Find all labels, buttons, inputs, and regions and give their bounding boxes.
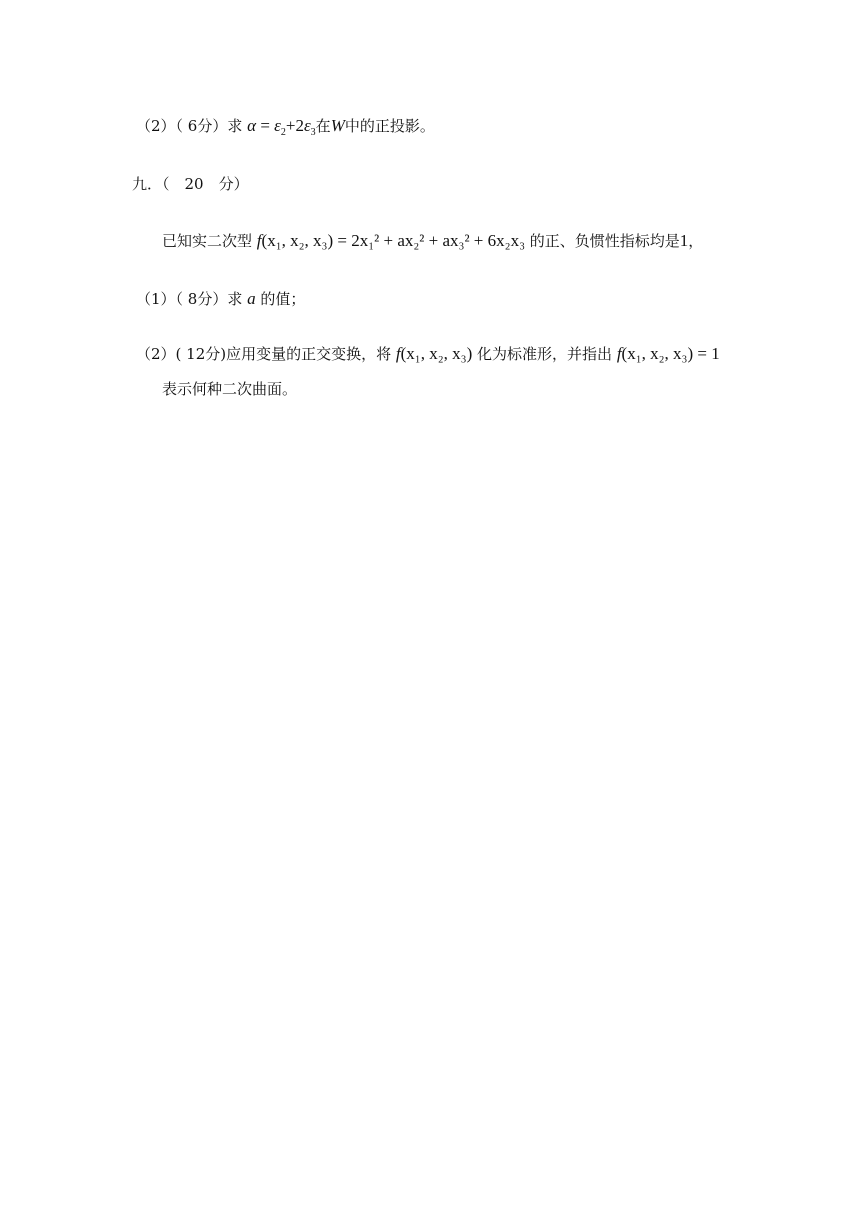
q9-part1-line [136, 289, 305, 309]
comma: ， [688, 232, 704, 250]
subscript-2: 2 [280, 127, 286, 138]
q9-intro-condition: 的正、负惯性指标均是 [529, 232, 680, 250]
q9-part2-label: （2）( 12分)应用变量的正交变换，将 [136, 345, 392, 363]
epsilon-symbol: ε [274, 116, 281, 135]
quadratic-form-formula [257, 231, 525, 250]
quadratic-form-expression: (x₁, x₂, x₃) = 2x₁² + ax₂² + ax₃² + 6x₂x₃ [261, 231, 525, 250]
function-args: (x₁, x₂, x₃) [400, 344, 473, 363]
q9-intro-line [162, 231, 703, 251]
function-f: f [395, 344, 401, 363]
equals-sign: = [256, 116, 275, 135]
q9-part2-text: 化为标准形，并指出 [477, 345, 613, 363]
q8-part2-line [136, 116, 435, 136]
q9-part1-label: （1）（ 8分）求 [136, 290, 243, 308]
quadratic-form-ref [396, 344, 472, 363]
q9-part2-line [136, 344, 720, 364]
alpha-symbol: α [247, 116, 257, 135]
q8-part2-formula [247, 116, 316, 138]
function-f: f [616, 344, 622, 363]
surface-equation [617, 344, 720, 363]
q8-part2-tail: 中的正投影。 [344, 117, 435, 135]
subscript-3: 3 [310, 127, 316, 138]
plus-two: +2 [285, 116, 304, 135]
q9-intro-text: 已知实二次型 [162, 232, 253, 250]
epsilon-symbol: ε [303, 116, 311, 135]
inertia-index-value: 1 [679, 231, 689, 250]
function-f: f [256, 231, 262, 250]
subspace-w: W [330, 116, 345, 135]
q8-part2-text: 在 [315, 117, 331, 135]
q8-part2-label: （2）（ 6分）求 [136, 117, 243, 135]
variable-a: a [247, 289, 256, 308]
surface-equation-expression: (x₁, x₂, x₃) = 1 [621, 344, 720, 363]
q9-part1-text: 的值； [260, 290, 306, 308]
q9-part2-continuation: 表示何种二次曲面。 [162, 380, 298, 398]
q9-header: 九．（ 20 分） [132, 175, 249, 193]
